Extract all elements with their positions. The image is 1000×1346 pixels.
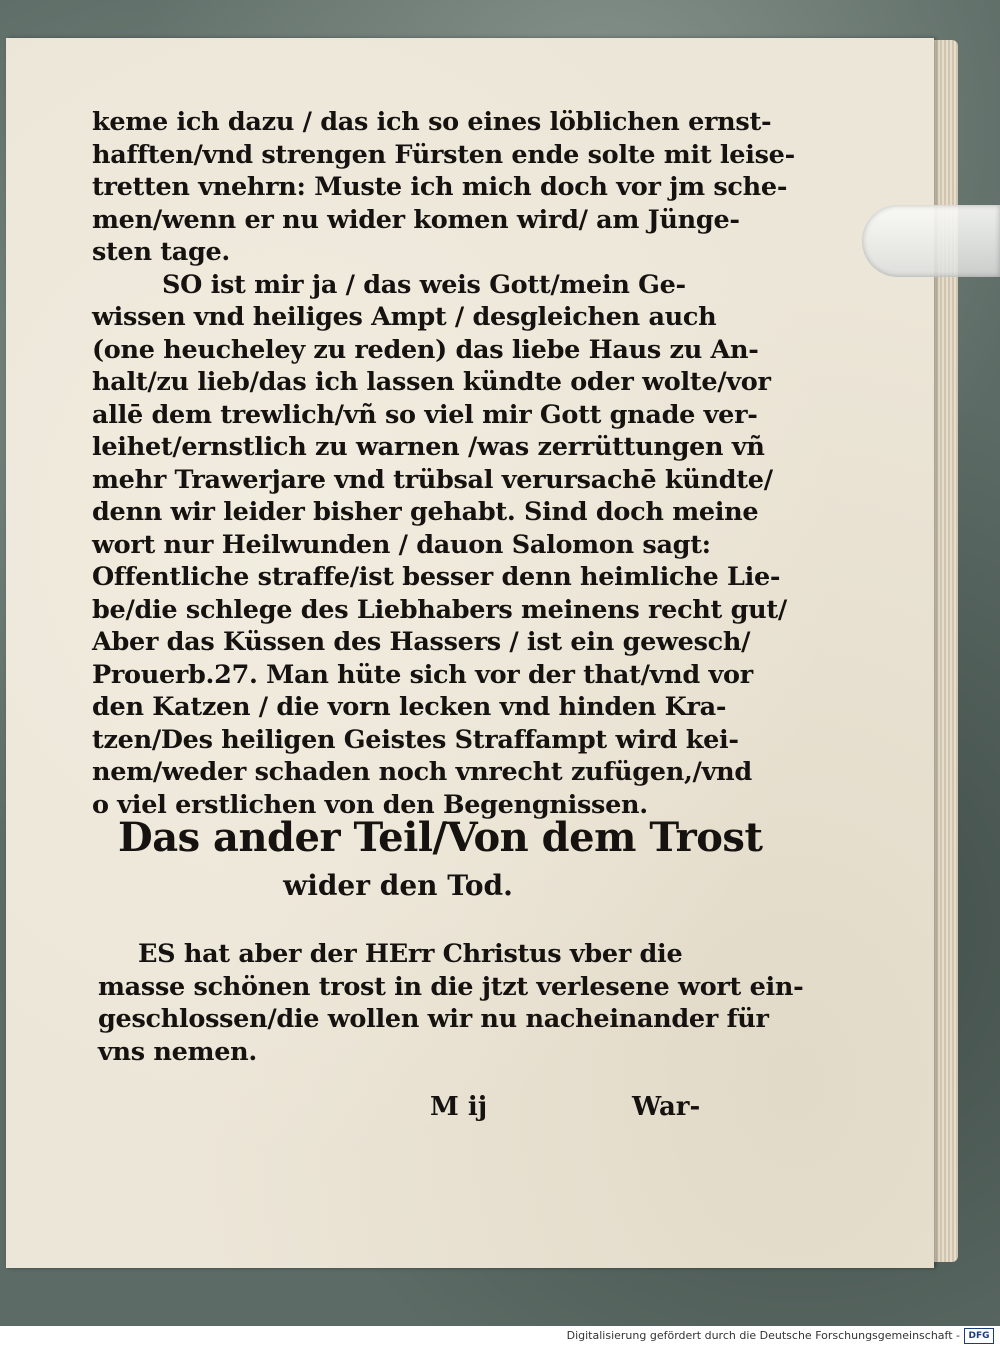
heading-subtitle: wider den Tod. [283,869,513,902]
text-line: keme ich dazu / das ich so eines löblichen ernst- [92,107,772,137]
text-line: tzen/Des heiligen Geistes Straffampt wird kei- [92,724,739,755]
catchword: War- [632,1092,701,1122]
funding-notice: Digitalisierung gefördert durch die Deutsche Forschungsgemeinschaft - [566,1329,960,1342]
text-line: Aber das Küssen des Hassers / ist ein gewesch/ [92,627,751,657]
text-line: sten tage. [92,237,231,267]
text-line: SO ist mir ja / das weis Gott/mein Ge- [162,269,686,300]
text-line: masse schönen trost in die jtzt verlesene wort ein- [98,971,804,1002]
text-line: denn wir leider bisher gehabt. Sind doch meine [92,497,759,527]
text-line: tretten vnehrn: Muste ich mich doch vor jm sche- [92,172,788,202]
text-line: hafften/vnd strengen Fürsten ende solte mit leise- [92,139,795,170]
text-line: mehr Trawerjare vnd trübsal verursachē kündte/ [92,464,773,495]
text-line: Prouerb.27. Man hüte sich vor der that/vnd vor [92,659,753,690]
section-heading [118,812,763,904]
body-paragraph [92,106,795,821]
text-line: ES hat aber der HErr Christus vber die [138,939,683,969]
page-clip [862,205,1000,277]
dfg-logo: DFG [964,1328,994,1344]
text-line: be/die schlege des Liebhabers meinens recht gut/ [92,594,787,625]
signature-mark: M ij [430,1092,488,1122]
heading-title: Das ander Teil/Von dem Trost [118,814,763,861]
text-line: halt/zu lieb/das ich lassen kündte oder wolte/vor [92,367,771,397]
text-line: wissen vnd heiliges Ampt / desgleichen auch [92,302,717,332]
text-line: vns nemen. [98,1036,257,1067]
text-line: nem/weder schaden noch vnrecht zufügen,/vnd [92,757,752,787]
text-line: men/wenn er nu wider komen wird/ am Jünge- [92,204,740,235]
text-line: allē dem trewlich/vñ so viel mir Gott gnade ver- [92,399,758,430]
text-line: o viel erstlichen von den Begengnissen. [92,789,648,820]
text-line: Offentliche straffe/ist besser denn heimliche Lie- [92,562,781,592]
second-paragraph [98,938,804,1068]
text-line: wort nur Heilwunden / dauon Salomon sagt: [92,529,711,560]
text-line: (one heucheley zu reden) das liebe Haus zu An- [92,334,759,365]
text-line: geschlossen/die wollen wir nu nacheinander für [98,1004,769,1034]
footer-bar [0,1326,1000,1346]
text-line: leihet/ernstlich zu warnen /was zerrüttungen vñ [92,432,765,462]
text-line: den Katzen / die vorn lecken vnd hinden Kra- [92,692,727,722]
